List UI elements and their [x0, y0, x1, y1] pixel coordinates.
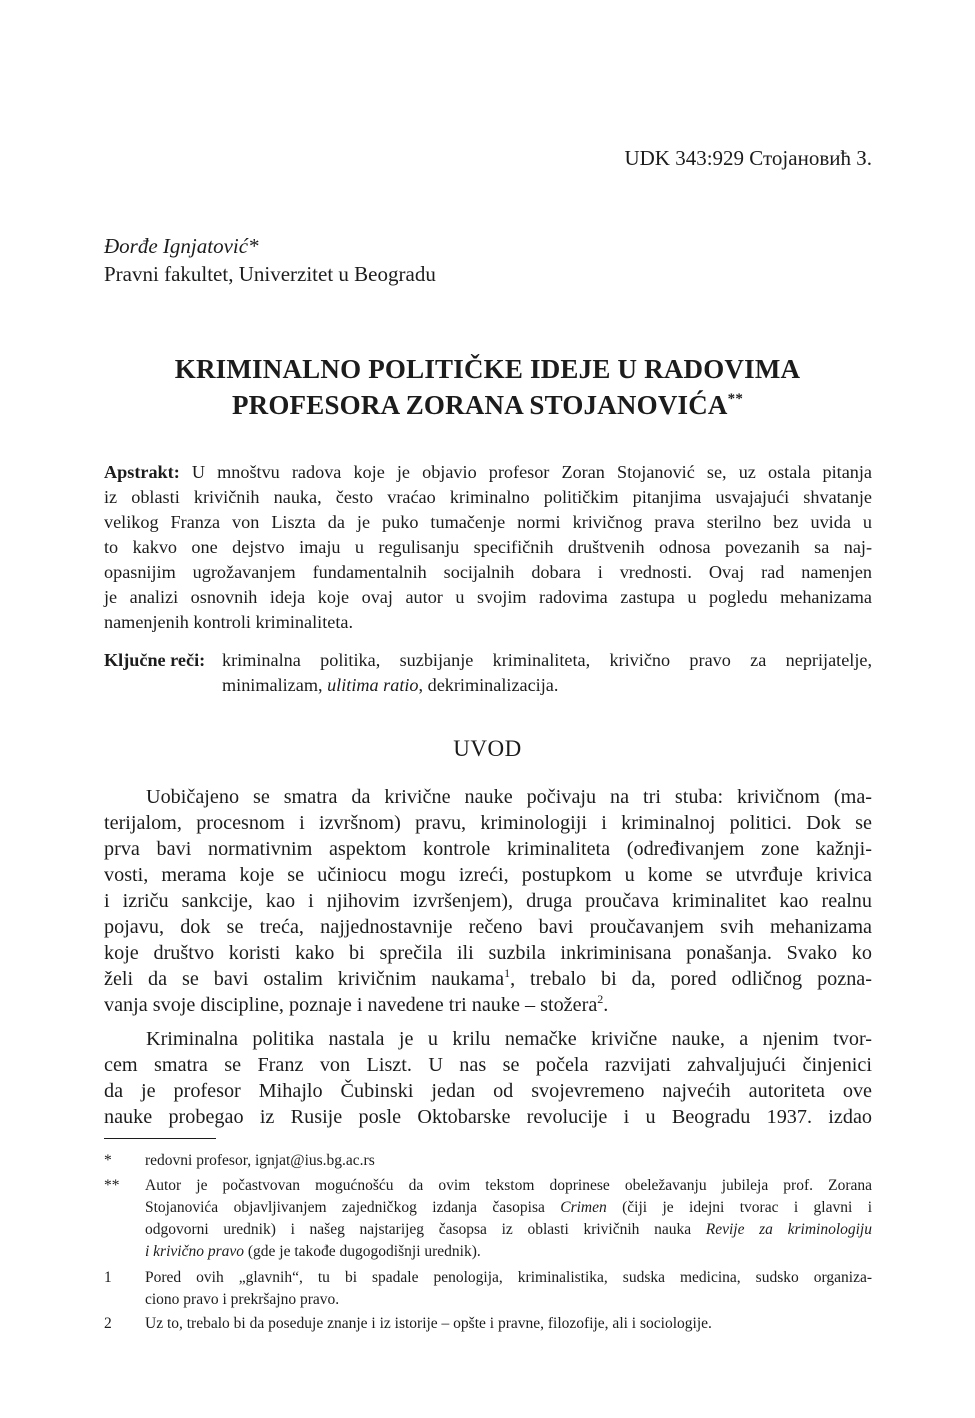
paper-title-text: PROFESORA ZORANA STOJANOVIĆA: [231, 390, 728, 420]
paper-title-line-2: [0, 390, 975, 421]
footnote-line: [145, 1199, 872, 1217]
abstract-line: opasnijim ugrožavanjem fundamentalnih socijalnih dobara i vrednosti. Ovaj rad namenjen: [104, 562, 872, 582]
footnote-separator: [104, 1138, 216, 1139]
footnote-text: odgovorni urednik) i našeg najstarijeg časopsa iz oblasti krivičnih nauka: [145, 1221, 706, 1238]
body-line: terijalom, procesnom i izvršnom) pravu, kriminologiji i kriminalnoj politici. Dok se: [104, 812, 872, 834]
keyword-text: , dekriminalizacija.: [418, 675, 559, 695]
body-line: pojavu, dok se treća, najjednostavnije rečeno bavi proučavanjem svih mehanizama: [104, 916, 872, 938]
body-line: [104, 994, 872, 1017]
journal-name: Revije za kriminologiju: [705, 1221, 872, 1238]
body-line: nauke probegao iz Rusije posle Oktobarske revolucije i u Beogradu 1937. izdao: [104, 1106, 872, 1128]
title-footnote-mark[interactable]: **: [727, 391, 744, 407]
footnote-mark: **: [104, 1177, 120, 1194]
body-line: Kriminalna politika nastala je u krilu nemačke krivične nauke, a njenim tvor-: [146, 1028, 872, 1050]
footnote-line: [145, 1221, 872, 1239]
paper-title-line-1: KRIMINALNO POLITIČKE IDEJE U RADOVIMA: [174, 354, 801, 384]
abstract-line: to kakvo one dejstvo imaju u regulisanju specifičnih društvenih odnosa povezanih sa naj-: [104, 537, 872, 557]
footnote-line: redovni profesor, ignjat@ius.bg.ac.rs: [145, 1152, 375, 1169]
abstract-text: U mnoštvu radova koje je objavio profesor Zoran Stojanović se, uz ostala pitanja: [179, 462, 872, 482]
footnote-line: [145, 1243, 872, 1261]
body-line: [104, 968, 872, 991]
author-name: Đorđe Ignjatović*: [104, 234, 259, 258]
footnote-line: Pored ovih „glavnih“, tu bi spadale penologija, kriminalistika, sudska medicina, sudsko organiza-: [145, 1269, 872, 1286]
body-line: cem smatra se Franz von Liszt. U nas se počela razvijati zahvaljujući činjenici: [104, 1054, 872, 1076]
footnote-text: Stojanovića objavljivanjem zajedničkog izdanja časopisa: [145, 1199, 561, 1216]
keyword-text: minimalizam,: [222, 675, 328, 695]
footnote-ref-2[interactable]: 2: [597, 992, 604, 1006]
udk-classification: UDK 343:929 Стојановић З.: [624, 146, 872, 170]
body-text: .: [603, 994, 609, 1016]
body-line: i izriču sankcije, kao i njihovim izvršenjem), druga proučava kriminalitet kao realnu: [104, 890, 872, 912]
section-heading-uvod: UVOD: [453, 736, 522, 761]
footnote-text: (čiji je idejni tvorac i glavni i: [606, 1199, 872, 1216]
abstract-line: je analizi osnovnih ideja koje ovaj autor u svojim radovima zastupa u pogledu mehanizama: [104, 587, 872, 607]
body-line: koje društvo koristi kako bi sprečila ili suzbila inkriminisana ponašanja. Svako ko: [104, 942, 872, 964]
body-line: da je profesor Mihajlo Čubinski jedan od svojevremeno najvećih autoriteta ove: [104, 1080, 872, 1102]
body-line: prva bavi normativnim aspektom kontrole kriminaliteta (određivanjem zone kažnji-: [104, 838, 872, 860]
abstract-label: Apstrakt:: [104, 462, 180, 482]
keywords-line-2: [222, 675, 872, 696]
body-text: vanja svoje discipline, poznaje i navedene tri nauke – stožera: [104, 994, 598, 1016]
abstract-line: namenjenih kontroli kriminaliteta.: [104, 612, 354, 632]
abstract-line: velikog Franza von Liszta da je puko tumačenje normi krivičnog prava sterilno bez uvida u: [104, 512, 872, 532]
footnote-mark: *: [104, 1152, 112, 1169]
keywords-label: Ključne reči:: [104, 650, 206, 670]
footnote-line: Uz to, trebalo bi da poseduje znanje i iz istorije – opšte i pravne, filozofije, ali i sociologije.: [145, 1315, 712, 1332]
footnote-line: ciono pravo i prekršajno pravo.: [145, 1291, 340, 1308]
journal-name: Crimen: [560, 1199, 607, 1216]
journal-name: i krivično pravo: [145, 1243, 245, 1260]
author-affiliation: Pravni fakultet, Univerzitet u Beogradu: [104, 262, 436, 286]
abstract-line: [104, 460, 872, 484]
body-line: Uobičajeno se smatra da krivične nauke počivaju na tri stuba: krivičnom (ma-: [146, 786, 872, 808]
body-text: želi da se bavi ostalim krivičnim naukama: [104, 968, 505, 990]
body-text: , trebalo bi da, pored odličnog pozna-: [510, 968, 872, 990]
abstract-line: iz oblasti krivičnih nauka, često vraćao kriminalno političkim pitanjima usvajajući shvatanje: [104, 487, 872, 507]
footnote-mark: 2: [104, 1315, 112, 1332]
keyword-italic: ulitima ratio: [327, 675, 419, 695]
footnote-line: Autor je počastvovan mogućnošću da ovim tekstom doprinese obeležavanju jubileja prof. Zorana: [145, 1177, 872, 1194]
keywords-line-1: kriminalna politika, suzbijanje kriminaliteta, krivično pravo za neprijatelje,: [222, 650, 872, 670]
footnote-ref-1[interactable]: 1: [504, 966, 511, 980]
body-line: vosti, merama koje se učiniocu mogu izreći, postupkom u kome se utvrđuje krivica: [104, 864, 872, 886]
footnote-text: (gde je takođe dugogodišnji urednik).: [244, 1243, 481, 1260]
footnote-mark: 1: [104, 1269, 112, 1286]
